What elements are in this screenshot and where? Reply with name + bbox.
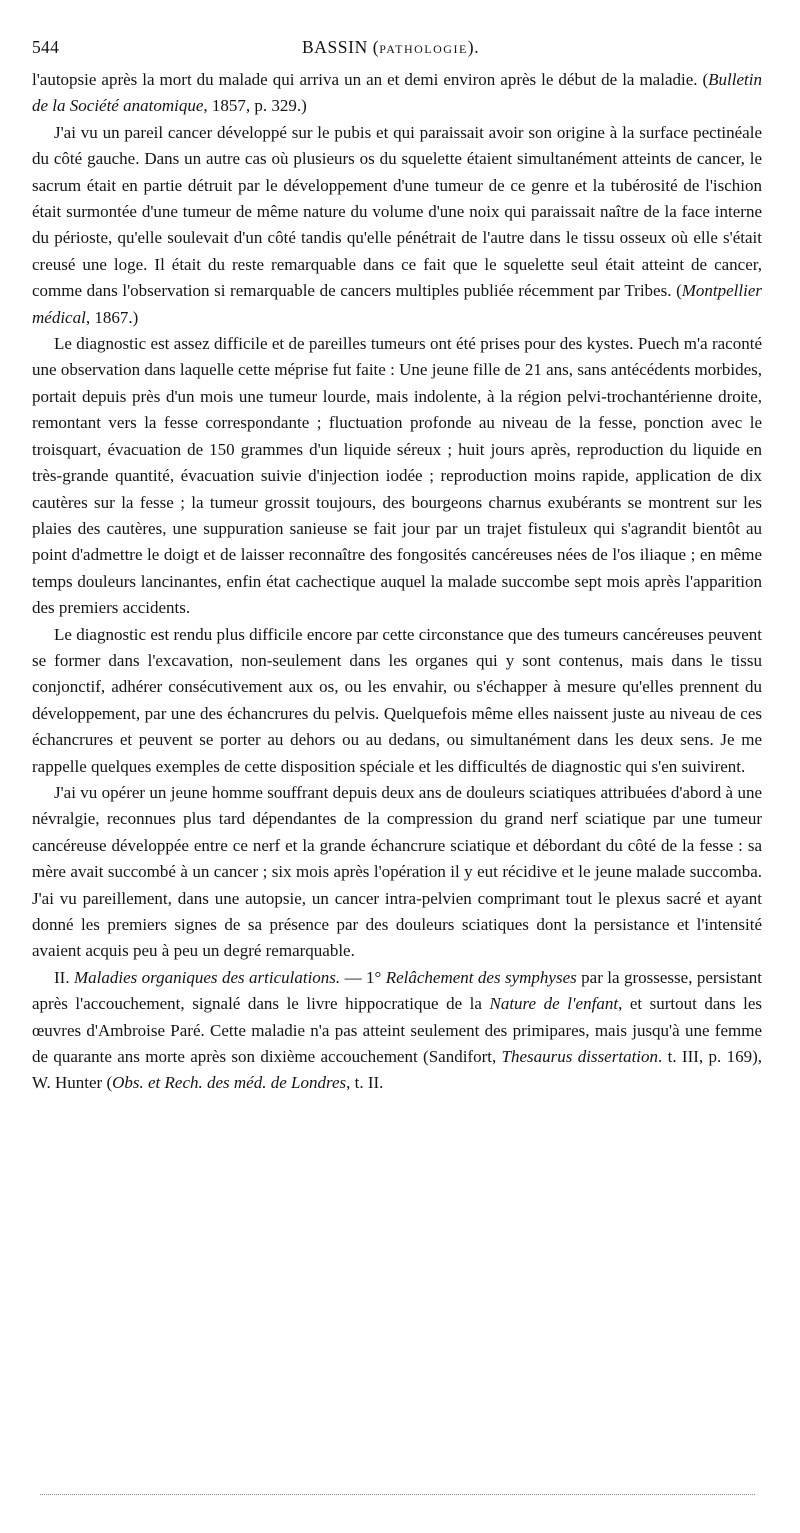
running-title-end: ). — [467, 37, 480, 57]
page-number: 544 — [32, 37, 60, 57]
paragraph-4: Le diagnostic est rendu plus difficile encore par cette circonstance que des tumeurs cancéreuses peuvent se former dans l'excavation, non-seulement dans les organes qui y sont contenus, mais dans le tissu conjonctif, adhérer consécutivement aux os, ou les envahir, ou s'échapper à mesure qu'elles prennent du développement, par une des échancrures du pelvis. Quelquefois même elles naissent juste au niveau de ces échancrures et peuvent se porter au dehors ou au dedans, ou simultanément dans les deux sens. Je me rappelle quelques exemples de cette disposition spéciale et les difficultés de diagnostic qui s'en suivirent. — [32, 624, 762, 776]
paragraph-5: J'ai vu opérer un jeune homme souffrant depuis deux ans de douleurs sciatiques attribuées d'abord à une névralgie, reconnues plus tard dépendantes de la compression du grand nerf sciatique par une tumeur cancéreuse développée entre ce nerf et la grande échancrure sciatique et débordant du côté de la fesse : sa mère avait succombé à un cancer ; six mois après l'opération il y eut récidive et le jeune malade succomba. J'ai vu pareillement, dans une autopsie, un cancer intra-pelvien comprimant tout le plexus sacré et ayant donné les premiers signes de sa présence par des douleurs sciatiques dont la persistance et l'intensité avaient acquis peu à peu un degré remarquable. — [32, 782, 762, 961]
p6-text-e: par la grossesse, persistant après l'accouchement, signalé dans le livre hippocratique de la — [32, 967, 763, 1014]
paragraph-2 — [32, 120, 762, 331]
running-header — [32, 34, 762, 64]
p6-text-k: , t. II. — [346, 1073, 384, 1093]
p6-text-c: — 1° — [340, 967, 386, 987]
p6-thesaurus-title: Thesaurus dissertation — [501, 1047, 659, 1067]
p6-subsection-title: Relâchement des symphyses — [385, 967, 577, 987]
p6-hunter-title: Obs. et Rech. des méd. de Londres — [112, 1073, 347, 1093]
p2-text-a: J'ai vu un pareil cancer développé sur le pubis et qui paraissait avoir son origine à la surface pectinéale du côté gauche. Dans un autre cas où plusieurs os du squelette étaient simultanément atteints de cancer, le sacrum était en partie détruit par le développement d'une tumeur de ce genre et la tubérosité de l'ischion était surmontée d'une tumeur de même nature du volume d'une noix qui paraissait naître de la face interne du périoste, qu'elle soulevait d'un côté tandis qu'elle pénétrait de l'autre dans le tissu osseux où elle s'était creusé une loge. Il était du reste remarquable dans ce fait que le squelette seul était atteint de cancer, comme dans l'observation si remarquable de cancers multiples publiée récemment par Tribes. ( — [32, 122, 762, 301]
p1-citation-title: Bulletin de la Société anatomique — [32, 70, 762, 116]
running-title-smallcaps: PATHOLOGIE — [379, 42, 468, 56]
running-title — [59, 34, 762, 62]
bottom-dotted-rule — [40, 1494, 755, 1495]
p6-text-i: . t. III, p. 169), W. Hunter ( — [32, 1047, 762, 1093]
paragraph-3: Le diagnostic est assez difficile et de pareilles tumeurs ont été prises pour des kystes. Puech m'a raconté une observation dans laquelle cette méprise fut faite : Une jeune fille de 21 ans, sans antécédents morbides, portait depuis près d'un mois une tumeur lourde, mais indolente, à la région pelvi-trochantérienne droite, remontant vers la fesse correspondante ; fluctuation profonde au niveau de la fesse, ponction avec le troisquart, évacuation de 150 grammes d'un liquide séreux ; huit jours après, reproduction du liquide en très-grande quantité, évacuation suivie d'injection iodée ; reproduction moins rapide, application de dix cautères sur la fesse ; la tumeur grossit toujours, des bourgeons charnus exubérants se montrent sur les plaies des cautères, une suppuration sanieuse se fait jour par un trajet fistuleux qui s'agrandit bientôt au point d'admettre le doigt et de laisser reconnaître des fongosités cancéreuses nées de l'os iliaque ; en même temps douleurs lancinantes, enfin état cachectique auquel la malade succombe sept mois après l'apparition des premiers accidents. — [32, 334, 762, 618]
p2-citation-title: Montpellier médical — [32, 281, 762, 327]
p1-text-a: l'autopsie après la mort du malade qui arriva un an et demi environ après le début de la maladie. ( — [32, 70, 709, 89]
p2-text-c: , 1867.) — [85, 307, 139, 327]
p6-text-a: II. — [54, 967, 74, 987]
running-title-main: BASSIN ( — [301, 37, 380, 57]
p1-text-c: , 1857, p. 329.) — [203, 96, 307, 116]
p6-work-title: Nature de l'enfant — [489, 994, 619, 1014]
paragraph-1 — [32, 67, 762, 120]
p6-section-title: Maladies organiques des articulations. — [73, 967, 341, 987]
p6-text-g: , et surtout dans les œuvres d'Ambroise Paré. Cette maladie n'a pas atteint seulement des primipares, mais jusqu'à une femme de quarante ans morte après son dixième accouchement (Sandifort, — [32, 994, 762, 1067]
paragraph-6 — [32, 965, 762, 1097]
